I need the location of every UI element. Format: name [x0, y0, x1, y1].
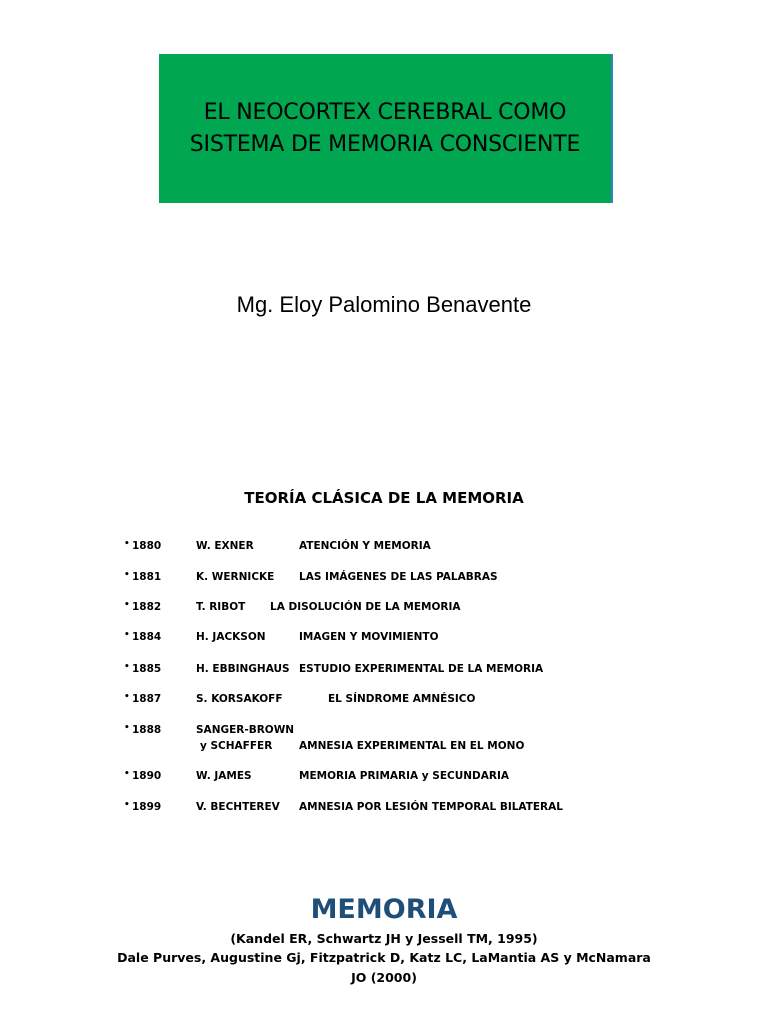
timeline-author: W. EXNER	[196, 540, 254, 552]
timeline-topic: LA DISOLUCIÓN DE LA MEMORIA	[270, 601, 461, 613]
timeline-year: 1881	[132, 571, 162, 583]
timeline-year: 1899	[132, 801, 162, 813]
title-line-1: EL NEOCORTEX CEREBRAL COMO	[203, 99, 567, 125]
timeline-author: V. BECHTEREV	[196, 801, 280, 813]
timeline-topic: ESTUDIO EXPERIMENTAL DE LA MEMORIA	[299, 663, 544, 675]
bullet: •	[124, 539, 130, 549]
timeline-topic: IMAGEN Y MOVIMIENTO	[299, 631, 439, 643]
timeline-author: S. KORSAKOFF	[196, 693, 283, 705]
timeline-author-line2: y SCHAFFER	[200, 740, 273, 752]
timeline-author: H. JACKSON	[196, 631, 266, 643]
timeline-topic: AMNESIA POR LESIÓN TEMPORAL BILATERAL	[299, 801, 563, 813]
timeline-year: 1884	[132, 631, 162, 643]
reference-line-1: (Kandel ER, Schwartz JH y Jessell TM, 1995)	[230, 931, 538, 946]
timeline-year: 1885	[132, 663, 162, 675]
timeline-topic: AMNESIA EXPERIMENTAL EN EL MONO	[299, 740, 525, 752]
timeline-author: K. WERNICKE	[196, 571, 275, 583]
timeline-author: W. JAMES	[196, 770, 252, 782]
timeline-author: T. RIBOT	[196, 601, 246, 613]
bullet: •	[124, 600, 130, 610]
bullet: •	[124, 662, 130, 672]
timeline-year: 1882	[132, 601, 162, 613]
bullet: •	[124, 800, 130, 810]
timeline-topic: ATENCIÓN Y MEMORIA	[299, 540, 431, 552]
bullet: •	[124, 769, 130, 779]
timeline-topic: MEMORIA PRIMARIA y SECUNDARIA	[299, 770, 510, 782]
bullet: •	[124, 692, 130, 702]
reference-line-3: JO (2000)	[351, 970, 417, 985]
title-line-2: SISTEMA DE MEMORIA CONSCIENTE	[189, 131, 581, 157]
timeline-topic: LAS IMÁGENES DE LAS PALABRAS	[299, 571, 498, 583]
bullet: •	[124, 630, 130, 640]
timeline-year: 1887	[132, 693, 162, 705]
reference-line-2: Dale Purves, Augustine Gj, Fitzpatrick D, Katz LC, LaMantia AS y McNamara	[117, 950, 651, 965]
timeline-heading: TEORÍA CLÁSICA DE LA MEMORIA	[244, 489, 524, 507]
timeline-author: H. EBBINGHAUS	[196, 663, 290, 675]
memoria-heading: MEMORIA	[310, 894, 458, 925]
timeline-year: 1888	[132, 724, 162, 736]
bullet: •	[124, 570, 130, 580]
timeline-author: SANGER-BROWN	[196, 724, 295, 736]
timeline-year: 1880	[132, 540, 162, 552]
author-name: Mg. Eloy Palomino Benavente	[236, 292, 532, 317]
timeline-year: 1890	[132, 770, 162, 782]
bullet: •	[124, 723, 130, 733]
title-box	[159, 54, 613, 203]
timeline-topic: EL SÍNDROME AMNÉSICO	[328, 693, 476, 705]
